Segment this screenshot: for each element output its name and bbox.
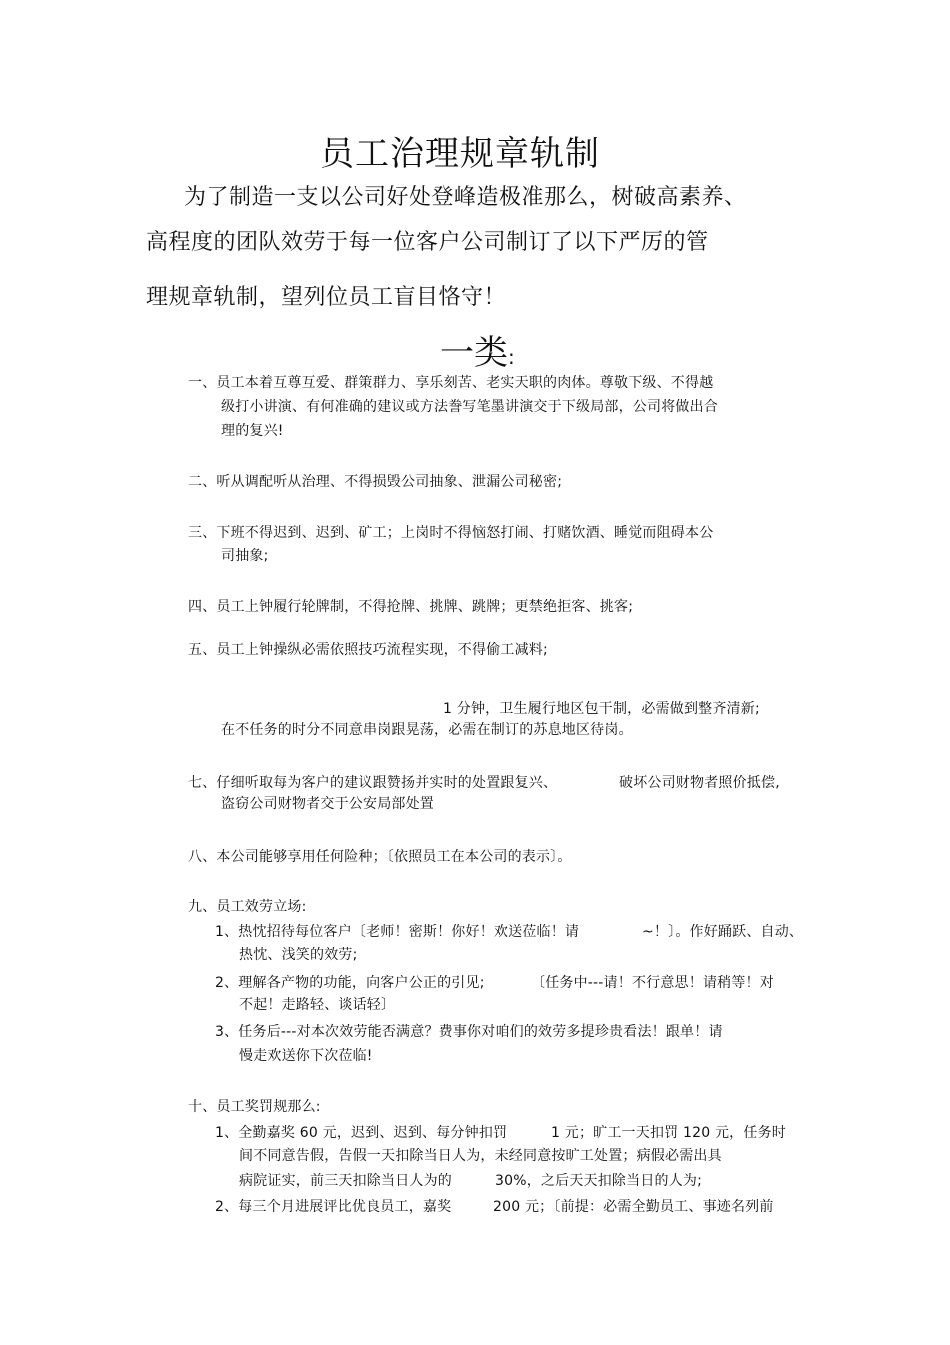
rule-10-sub-1-line-1b: 1 元；旷工一天扣罚 120 元，任务时 — [551, 1125, 786, 1141]
rule-7-line-1a: 七、仔细听取每为客户的建议跟赞扬并实时的处置跟复兴、 — [188, 775, 558, 791]
rule-4-line-1: 四、员工上钟履行轮牌制，不得抢牌、挑牌、跳牌；更禁绝拒客、挑客; — [188, 599, 634, 615]
rule-7-line-1b: 破坏公司财物者照价抵偿, — [619, 775, 780, 791]
rule-9-sub-1-line-2: 热忱、浅笑的效劳; — [239, 947, 358, 963]
rule-1-line-3: 理的复兴! — [221, 423, 284, 439]
category-colon: : — [508, 345, 515, 369]
rule-10-sub-2-line-1a: 2、每三个月进展评比优良员工，嘉奖 — [215, 1199, 452, 1215]
intro-line-2: 高程度的团队效劳于每一位客户公司制订了以下严厉的管 — [146, 230, 709, 255]
rule-10-sub-1-line-2: 间不同意告假，告假一天扣除当日人为，未经同意按旷工处置；病假必需出具 — [239, 1148, 722, 1164]
rule-10-sub-2-line-1b: 200 元；〔前提：必需全勤员工、事迹名列前 — [493, 1199, 774, 1215]
intro-line-3: 理规章轨制，望列位员工盲目恪守！ — [146, 285, 507, 310]
document-title: 员工治理规章轨制 — [320, 134, 600, 174]
rule-9-sub-1-line-1a: 1、热忱招待每位客户〔老师！密斯！你好！欢送莅临！请 — [215, 924, 580, 940]
rule-9-sub-2-line-1b: 〔任务中---请！不行意思！请稍等！对 — [531, 975, 774, 991]
rule-3-line-2: 司抽象; — [221, 548, 269, 564]
rule-6-line-1: 1 分钟，卫生履行地区包干制，必需做到整齐清新; — [443, 701, 760, 717]
rule-9-sub-3-line-2: 慢走欢送你下次莅临! — [239, 1048, 373, 1064]
rule-9-sub-1-line-1b: ~！〕。作好踊跃、自动、 — [642, 924, 804, 940]
rule-5-line-1: 五、员工上钟操纵必需依照技巧流程实现，不得偷工减料; — [188, 642, 548, 658]
rule-10-sub-1-line-3b: 30%，之后天天扣除当日的人为; — [495, 1173, 703, 1189]
rule-10-heading: 十、员工奖罚规那么: — [188, 1099, 321, 1115]
rule-7-line-2: 盗窃公司财物者交于公安局部处置 — [221, 796, 434, 812]
rule-1-line-1: 一、员工本着互尊互爱、群策群力、享乐刻苦、老实天职的肉体。尊敬下级、不得越 — [188, 375, 714, 391]
rule-10-sub-1-line-1a: 1、全勤嘉奖 60 元，迟到、迟到、每分钟扣罚 — [215, 1125, 508, 1141]
rule-8-line-1: 八、本公司能够享用任何险种；〔依照员工在本公司的表示〕。 — [188, 849, 572, 865]
rule-9-sub-2-line-1a: 2、理解各产物的功能，向客户公正的引见; — [215, 975, 485, 991]
intro-line-1: 为了制造一支以公司好处登峰造极准那么，树破高素养、 — [184, 185, 747, 210]
rule-10-sub-1-line-3a: 病院证实，前三天扣除当日人为的 — [239, 1173, 452, 1189]
category-heading — [440, 325, 515, 374]
rule-9-heading: 九、员工效劳立场: — [188, 899, 307, 915]
rule-9-sub-2-line-2: 不起！走路轻、谈话轻〕 — [239, 997, 396, 1013]
rule-9-sub-3-line-1: 3、任务后---对本次效劳能否满意？费事你对咱们的效劳多提珍贵看法！跟单！请 — [215, 1024, 723, 1040]
category-label: 一类 — [440, 333, 508, 373]
rule-1-line-2: 级打小讲演、有何准确的建议或方法誊写笔墨讲演交于下级局部，公司将做出合 — [221, 399, 718, 415]
rule-6-line-2: 在不任务的时分不同意串岗跟晃荡，必需在制订的苏息地区待岗。 — [221, 722, 633, 738]
rule-3-line-1: 三、下班不得迟到、迟到、矿工；上岗时不得恼怒打闹、打赌饮酒、睡觉而阻碍本公 — [188, 525, 714, 541]
rule-2-line-1: 二、听从调配听从治理、不得损毁公司抽象、泄漏公司秘密; — [188, 474, 563, 490]
